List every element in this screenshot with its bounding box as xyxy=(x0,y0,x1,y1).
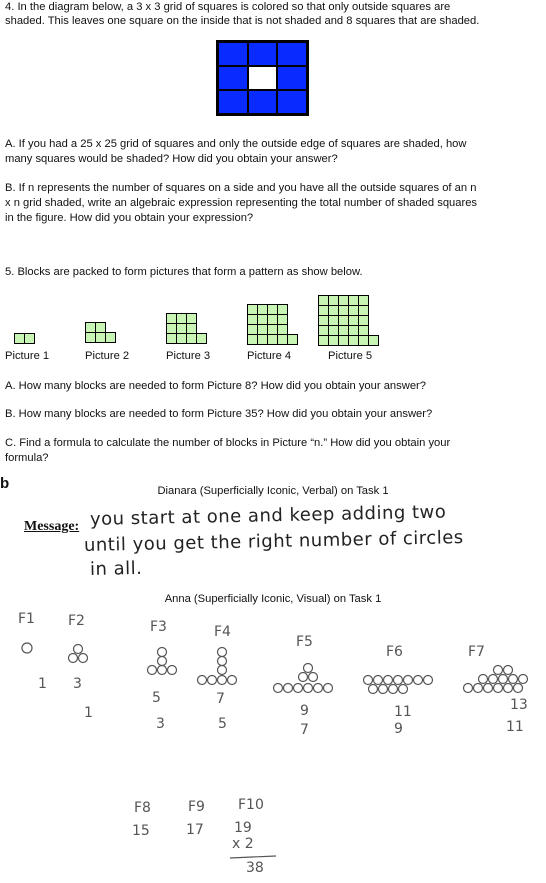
task5-question-b: B. How many blocks are needed to form Picture 35? How did you obtain your answer? xyxy=(5,408,433,420)
block-picture-3 xyxy=(166,313,209,346)
circle xyxy=(304,664,313,673)
circle xyxy=(394,676,403,685)
figure-count: 11 xyxy=(394,704,412,720)
circle xyxy=(168,666,177,675)
circle xyxy=(304,684,313,693)
task4-question-a-line1: A. If you had a 25 x 25 grid of squares and only the outside edge of squares are shaded, how xyxy=(5,138,467,150)
grid-cell xyxy=(248,90,278,114)
figure-label: F6 xyxy=(386,644,403,660)
circle xyxy=(69,654,78,663)
later-figure-value: 17 xyxy=(186,822,204,838)
circle xyxy=(79,654,88,663)
circle xyxy=(324,684,333,693)
figure-difference: 5 xyxy=(218,716,227,732)
figure-count: 13 xyxy=(510,697,528,713)
grid-cell xyxy=(277,90,307,114)
later-figure-label: F9 xyxy=(188,799,205,815)
shaded-3x3-grid xyxy=(216,40,309,116)
figure-label: F3 xyxy=(150,619,167,635)
grid-cell xyxy=(277,66,307,90)
block-picture-1 xyxy=(14,333,36,345)
circle xyxy=(218,657,227,666)
figure-count: 9 xyxy=(300,703,309,719)
task5-question-a: A. How many blocks are needed to form Picture 8? How did you obtain your answer? xyxy=(5,380,426,392)
circle xyxy=(374,676,383,685)
circle-figures-drawing xyxy=(0,630,546,710)
circle xyxy=(208,676,217,685)
circle xyxy=(499,675,508,684)
task4-intro-line1: 4. In the diagram below, a 3 x 3 grid of squares is colored so that only outside squares are xyxy=(5,1,451,13)
circle xyxy=(158,666,167,675)
anna-title: Anna (Superficially Iconic, Visual) on Task 1 xyxy=(164,593,382,605)
figure-count: 5 xyxy=(152,690,161,706)
picture-1-label: Picture 1 xyxy=(5,350,50,362)
later-figure-value: 19 xyxy=(234,820,252,836)
task4-question-b-line2: x n grid shaded, write an algebraic expression representing the total number of shaded squares xyxy=(5,197,478,209)
picture-2-label: Picture 2 xyxy=(85,350,130,362)
circle xyxy=(514,684,523,693)
figure-count: 3 xyxy=(73,676,82,692)
circle xyxy=(509,675,518,684)
circle xyxy=(74,645,83,654)
multiplication-line: x 2 xyxy=(232,836,254,852)
circle xyxy=(284,684,293,693)
product-value: 38 xyxy=(246,860,264,876)
figure-label: F7 xyxy=(468,644,485,660)
circle xyxy=(399,685,408,694)
figure-count: 7 xyxy=(216,691,225,707)
circle xyxy=(494,684,503,693)
grid-cell xyxy=(248,42,278,66)
grid-cell xyxy=(218,90,248,114)
circle xyxy=(294,684,303,693)
message-line-2: until you get the right number of circles xyxy=(83,527,464,556)
circle xyxy=(474,684,483,693)
task4-question-b-line3: in the figure. How did you obtain your expression? xyxy=(5,212,254,224)
grid-cell xyxy=(277,42,307,66)
grid-cell xyxy=(218,42,248,66)
picture-3-label: Picture 3 xyxy=(166,350,211,362)
circle xyxy=(379,685,388,694)
circle xyxy=(218,676,227,685)
grid-cell xyxy=(218,66,248,90)
message-line-1: you start at one and keep adding two xyxy=(89,501,447,530)
task5-question-c-line1: C. Find a formula to calculate the number of blocks in Picture “n.” How did you obtain your xyxy=(5,437,451,449)
circle xyxy=(158,657,167,666)
figure-difference: 11 xyxy=(506,719,524,735)
figure-label: F2 xyxy=(68,613,85,629)
task4-intro-line2: shaded. This leaves one square on the inside that is not shaded and 8 squares that are shaded. xyxy=(5,15,480,27)
task5-question-c-line2: formula? xyxy=(5,452,49,464)
figure-difference: 9 xyxy=(394,721,403,737)
task4-question-a-line2: many squares would be shaded? How did you obtain your answer? xyxy=(5,153,338,165)
circle xyxy=(309,673,318,682)
circle xyxy=(218,666,227,675)
circle xyxy=(22,643,32,653)
grid-cell-center xyxy=(248,66,278,90)
picture-5-label: Picture 5 xyxy=(328,350,373,362)
block-picture-4 xyxy=(247,304,300,347)
dianara-title: Dianara (Superficially Iconic, Verbal) on Task 1 xyxy=(157,485,389,497)
circle xyxy=(299,673,308,682)
figure-difference: 1 xyxy=(84,705,93,721)
circle xyxy=(364,676,373,685)
circle xyxy=(369,685,378,694)
block-picture-5 xyxy=(318,295,381,348)
figure-label: F4 xyxy=(214,624,231,640)
circle xyxy=(414,676,423,685)
circle xyxy=(484,684,493,693)
block-picture-2 xyxy=(85,322,117,345)
circle xyxy=(218,648,227,657)
circle xyxy=(519,675,528,684)
circle xyxy=(494,666,503,675)
task5-intro: 5. Blocks are packed to form pictures that form a pattern as show below. xyxy=(5,266,363,278)
circle xyxy=(148,666,157,675)
circle xyxy=(314,684,323,693)
task4-question-b-line1: B. If n represents the number of squares on a side and you have all the outside squares of an n xyxy=(5,182,477,194)
figure-difference: 3 xyxy=(156,716,165,732)
circle xyxy=(504,684,513,693)
circle xyxy=(489,675,498,684)
circle xyxy=(198,676,207,685)
circle xyxy=(404,676,413,685)
circle xyxy=(389,685,398,694)
later-figure-value: 15 xyxy=(132,823,150,839)
circle xyxy=(464,684,473,693)
message-label: Message: xyxy=(24,519,80,534)
circle xyxy=(424,676,433,685)
circle xyxy=(228,676,237,685)
circle xyxy=(384,676,393,685)
figure-label: F5 xyxy=(296,634,313,650)
circle xyxy=(158,648,167,657)
message-line-3: in all. xyxy=(89,557,143,580)
picture-4-label: Picture 4 xyxy=(247,350,292,362)
later-figure-label: F8 xyxy=(134,800,151,816)
circle xyxy=(479,675,488,684)
figure-label: F1 xyxy=(18,611,35,627)
circle xyxy=(274,684,283,693)
panel-b-label: b xyxy=(0,475,10,492)
circle xyxy=(504,666,513,675)
figure-difference: 7 xyxy=(300,722,309,738)
later-figure-label: F10 xyxy=(238,797,264,813)
figure-count: 1 xyxy=(38,676,47,692)
